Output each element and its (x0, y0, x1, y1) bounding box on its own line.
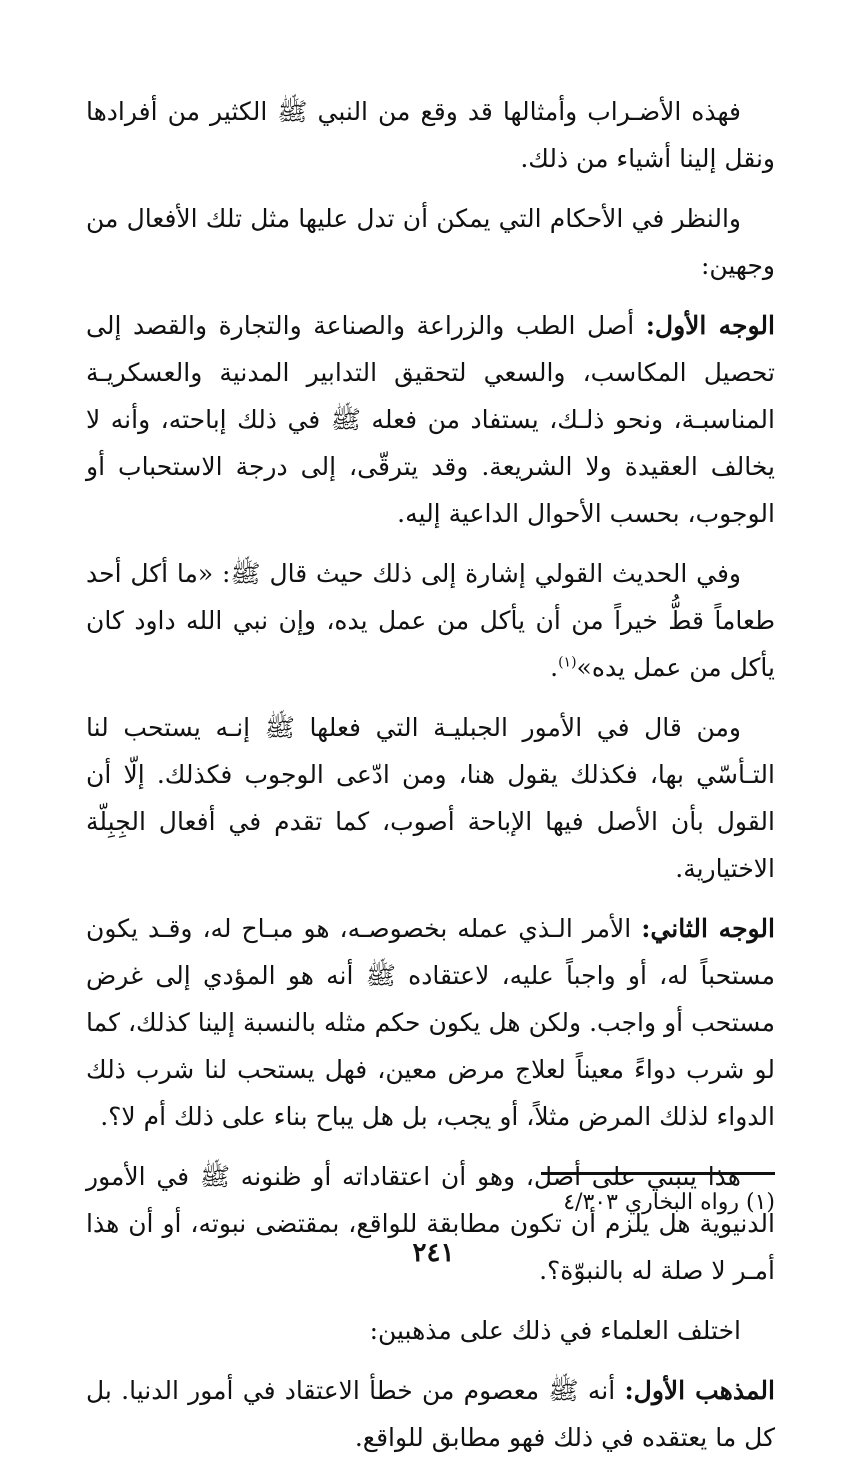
paragraph-text: وفي الحديث القولي إشارة إلى ذلك حيث قال ﷺ: «ما أكل أحد طعاماً قطُّ خيراً من أن يأكل من عمل يده، وإن نبي الله داود كان يأكل من عمل يده» (86, 559, 775, 682)
paragraph-lead: المذهب الأول: (624, 1376, 775, 1405)
paragraph-text: أنه ﷺ معصوم من خطأ الاعتقاد في أمور الدنيا. بل كل ما يعتقده في ذلك فهو مطابق للواقع. (86, 1376, 775, 1452)
paragraph-8 (86, 1307, 775, 1354)
paragraph-9 (86, 1367, 775, 1461)
paragraph-lead: الوجه الثاني: (641, 914, 775, 943)
paragraph-text: والنظر في الأحكام التي يمكن أن تدل عليها مثل تلك الأفعال من وجهين: (86, 204, 775, 280)
paragraph-lead: الوجه الأول: (645, 311, 775, 340)
paragraph-4 (86, 550, 775, 691)
page-number: ٢٤١ (412, 1238, 455, 1268)
paragraph-text: هذا ينبني على أصل، وهو أن اعتقاداته أو ظنونه ﷺ في الأمور الدنيوية هل يلزم أن تكون مطابقة للواقع، بمقتضى نبوته، أو أن هذا أمـر لا صلة له بالنبوّة؟. (86, 1162, 775, 1285)
paragraph-text: أصل الطب والزراعة والصناعة والتجارة والقصد إلى تحصيل المكاسب، والسعي لتحقيق التدابير المدنية والعسكريـة المناسبـة، ونحو ذلـك، يستفاد من فعله ﷺ في ذلك إباحته، وأنه لا يخالف العقيدة ولا الشريعة. وقد يترقّى، إلى درجة الاستحباب أو الوجوب، بحسب الأحوال الداعية إليه. (86, 311, 775, 528)
paragraph-6 (86, 905, 775, 1140)
footnote-reference: (١) (558, 654, 577, 671)
footnote-divider (541, 1172, 775, 1175)
paragraph-tail: . (550, 653, 559, 682)
paragraph-3 (86, 302, 775, 537)
paragraph-text: الأمر الـذي عمله بخصوصـه، هو مبـاح له، وقـد يكون مستحباً له، أو واجباً عليه، لاعتقاده ﷺ أنه هو المؤدي إلى غرض مستحب أو واجب. ولكن هل يكون حكم مثله بالنسبة إلينا كذلك، كما لو شرب دواءً معيناً لعلاج مرض معين، فهل يستحب لنا شرب ذلك الدواء لذلك المرض مثلاً، أو يجب، بل هل يباح بناء على ذلك أم لا؟. (86, 914, 775, 1131)
footnote: (١) رواه البخاري ٤/٣٠٣ (563, 1190, 775, 1215)
paragraph-1 (86, 88, 775, 182)
paragraph-5 (86, 704, 775, 892)
paragraph-text: ومن قال في الأمور الجبليـة التي فعلها ﷺ إنـه يستحب لنا التـأسّي بها، فكذلك يقول هنا، ومن ادّعى الوجوب فكذلك. إلّا أن القول بأن الأصل فيها الإباحة أصوب، كما تقدم في أفعال الجِبِلّة الاختيارية. (86, 713, 775, 883)
paragraph-text: اختلف العلماء في ذلك على مذهبين: (369, 1316, 741, 1345)
paragraph-2 (86, 195, 775, 289)
paragraph-text: فهذه الأضـراب وأمثالها قد وقع من النبي ﷺ الكثير من أفرادها ونقل إلينا أشياء من ذلك. (86, 97, 775, 173)
